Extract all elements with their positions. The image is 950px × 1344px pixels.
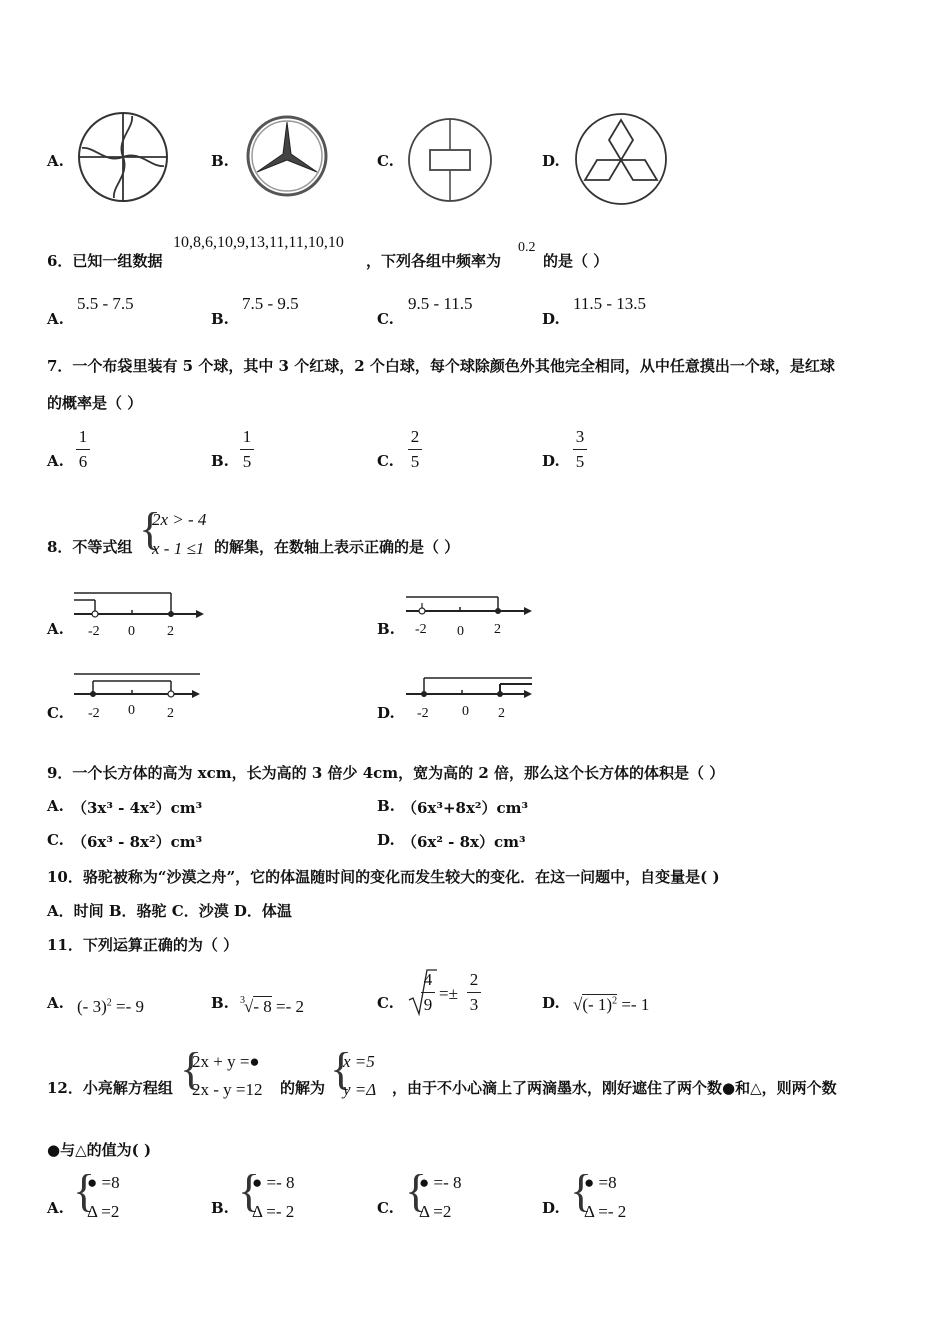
q8-option-c-label[interactable]: C. (47, 704, 64, 722)
q11-option-d-expr: √(- 1)$^2$ =- 1 (573, 995, 650, 1014)
q11-text: 11．下列运算正确的为（ ） (47, 936, 239, 954)
q8-option-d-number-line (402, 668, 542, 708)
pinwheel-circle-icon (76, 110, 170, 204)
q6-option-a-label[interactable]: A. (47, 310, 64, 328)
q12-option-d-label[interactable]: D. (542, 1199, 560, 1217)
q7-option-a-fraction: 1 6 (76, 427, 90, 472)
q12-option-b-line2: Δ =- 2 (252, 1202, 295, 1221)
q9-text: 9．一个长方体的高为 xcm，长为高的 3 倍少 4cm，宽为高的 2 倍，那么这个长方体的体积是（ ） (47, 764, 725, 782)
q9-option-a-label[interactable]: A. (47, 797, 64, 815)
q5-option-c-label[interactable]: C. (377, 152, 394, 170)
q12-line2: ●与△的值为( ) (47, 1141, 152, 1159)
q8-option-b-label[interactable]: B. (377, 620, 395, 638)
q12-option-b-label[interactable]: B. (211, 1199, 229, 1217)
q7-option-a-label[interactable]: A. (47, 452, 64, 470)
q6-option-a-range: 5.5 - 7.5 (77, 294, 134, 313)
q10-options[interactable]: A．时间 B．骆驼 C．沙漠 D．体温 (47, 902, 292, 920)
q6-mid-text: ，下列各组中频率为 (366, 252, 502, 270)
q9-option-a-expr: （3x³ - 4x²）cm³ (72, 799, 203, 817)
q6-option-c-range: 9.5 - 11.5 (408, 294, 473, 313)
q8-option-c-number-line (70, 668, 210, 708)
q12-option-c-line1: ● =- 8 (419, 1173, 462, 1192)
q11-option-a-label[interactable]: A. (47, 994, 64, 1012)
q8-suffix: 的解集，在数轴上表示正确的是（ ） (214, 538, 460, 556)
q12-option-c-brace: { (405, 1165, 428, 1216)
q8-option-b-tick-0: 0 (457, 624, 464, 639)
q12-option-a-line1: ● =8 (87, 1173, 120, 1192)
q9-option-b-label[interactable]: B. (377, 797, 395, 815)
q12-prefix: 12．小亮解方程组 (47, 1079, 173, 1097)
q8-option-d-tick-2: 2 (498, 706, 505, 721)
q12-option-a-brace: { (73, 1165, 96, 1216)
q7-line2: 的概率是（ ） (47, 394, 143, 412)
q8-option-d-tick-0: 0 (462, 704, 469, 719)
q12-suffix: ，由于不小心滴上了两滴墨水，刚好遮住了两个数●和△，则两个数 (392, 1079, 837, 1097)
q9-option-d-label[interactable]: D. (377, 831, 395, 849)
q8-brace: { (139, 503, 162, 554)
q5-option-b-label[interactable]: B. (211, 152, 229, 170)
q7-line1: 7．一个布袋里装有 5 个球，其中 3 个红球，2 个白球，每个球除颜色外其他完全相同，从中任意摸出一个球，是红球 (47, 357, 835, 375)
q12-option-d-line2: Δ =- 2 (584, 1202, 627, 1221)
q11-option-c-fraction-rhs: 2 3 (467, 970, 481, 1015)
q9-option-b-expr: （6x³+8x²）cm³ (402, 799, 529, 817)
coin-square-hole-icon (407, 117, 493, 203)
q12-mid-text: 的解为 (280, 1079, 326, 1097)
q11-option-c-fraction-lhs: 4 9 (421, 970, 435, 1015)
q6-option-b-label[interactable]: B. (211, 310, 229, 328)
q7-option-b-label[interactable]: B. (211, 452, 229, 470)
three-pointed-star-icon (245, 114, 329, 198)
q11-option-c-pm: =± (439, 984, 458, 1003)
q8-prefix: 8．不等式组 (47, 538, 133, 556)
q11-option-a-expr: (- 3)$^2$ =- 9 (77, 997, 144, 1016)
q7-option-d-fraction: 3 5 (573, 427, 587, 472)
q12-equation-1: 2x + y =● (192, 1052, 260, 1071)
q11-option-c-label[interactable]: C. (377, 994, 394, 1012)
q12-option-d-line1: ● =8 (584, 1173, 617, 1192)
q12-option-b-line1: ● =- 8 (252, 1173, 295, 1192)
q12-option-c-label[interactable]: C. (377, 1199, 394, 1217)
q8-inequality-1: 2x > - 4 (152, 510, 207, 529)
q5-option-a-label[interactable]: A. (47, 152, 64, 170)
q12-equation-2: 2x - y =12 (192, 1080, 263, 1099)
q6-option-d-label[interactable]: D. (542, 310, 560, 328)
q11-option-b-index: 3 (240, 995, 245, 1006)
q12-option-a-line2: Δ =2 (87, 1202, 120, 1221)
q8-inequality-2: x - 1 ≤1 (152, 539, 205, 558)
q12-option-b-brace: { (238, 1165, 261, 1216)
q11-option-d-label[interactable]: D. (542, 994, 560, 1012)
q6-suffix: 的是（ ） (543, 252, 609, 270)
q9-option-d-expr: （6x² - 8x）cm³ (402, 833, 526, 851)
q8-option-d-tick-neg2: -2 (417, 706, 429, 721)
q11-option-b-label[interactable]: B. (211, 994, 229, 1012)
q8-option-a-tick-2: 2 (167, 624, 174, 639)
q9-option-c-expr: （6x³ - 8x²）cm³ (72, 833, 203, 851)
q8-option-a-label[interactable]: A. (47, 620, 64, 638)
q12-option-a-label[interactable]: A. (47, 1199, 64, 1217)
q11-option-b-expr: √- 8 =- 2 (244, 997, 305, 1016)
q6-data-list: 10,8,6,10,9,13,11,11,10,10 (173, 234, 344, 251)
q8-option-b-number-line (402, 585, 542, 625)
q8-option-a-tick-0: 0 (128, 624, 135, 639)
q12-option-c-line2: Δ =2 (419, 1202, 452, 1221)
q12-solution-brace: { (330, 1043, 353, 1094)
q7-option-d-label[interactable]: D. (542, 452, 560, 470)
q8-option-b-tick-neg2: -2 (415, 622, 427, 637)
q8-option-d-label[interactable]: D. (377, 704, 395, 722)
q8-option-a-number-line (70, 585, 210, 625)
q12-solution-x: x =5 (343, 1052, 375, 1071)
q8-option-b-tick-2: 2 (494, 622, 501, 637)
q6-option-b-range: 7.5 - 9.5 (242, 294, 299, 313)
q9-option-c-label[interactable]: C. (47, 831, 64, 849)
q8-option-c-tick-2: 2 (167, 706, 174, 721)
q12-option-d-brace: { (570, 1165, 593, 1216)
q8-option-c-tick-0: 0 (128, 703, 135, 718)
q7-option-c-fraction: 2 5 (408, 427, 422, 472)
q7-option-b-fraction: 1 5 (240, 427, 254, 472)
q6-option-d-range: 11.5 - 13.5 (573, 294, 647, 313)
three-diamonds-icon (574, 112, 668, 206)
q6-option-c-label[interactable]: C. (377, 310, 394, 328)
q12-system-brace: { (180, 1043, 203, 1094)
q6-frequency: 0.2 (518, 240, 536, 255)
q5-option-d-label[interactable]: D. (542, 152, 560, 170)
q7-option-c-label[interactable]: C. (377, 452, 394, 470)
q8-option-c-tick-neg2: -2 (88, 706, 100, 721)
q10-text: 10．骆驼被称为“沙漠之舟”，它的体温随时间的变化而发生较大的变化．在这一问题中，自变量是( ) (47, 868, 720, 886)
q6-prefix: 6．已知一组数据 (47, 252, 163, 270)
q12-solution-y: y =Δ (343, 1080, 377, 1099)
q8-option-a-tick-neg2: -2 (88, 624, 100, 639)
